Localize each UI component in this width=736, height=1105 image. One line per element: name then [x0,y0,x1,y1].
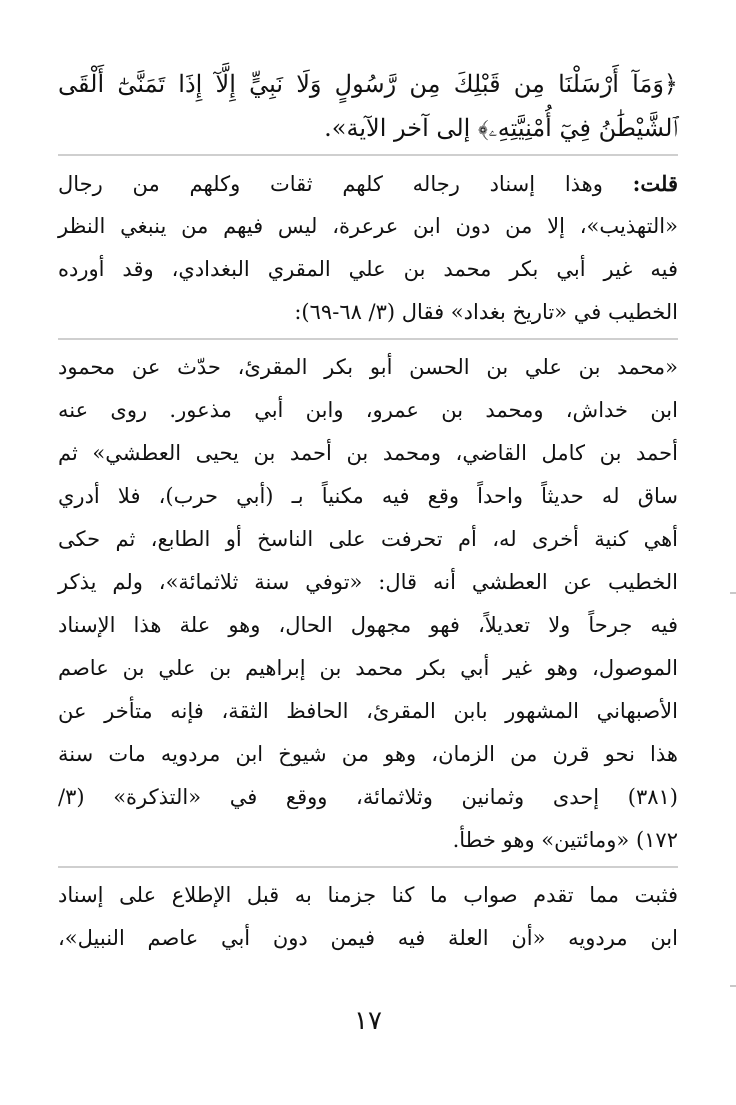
quran-verse-paragraph [58,62,678,156]
conclusion-paragraph [58,874,678,964]
khatib-quote-paragraph [58,346,678,868]
text-line: الموصول، وهو غير أبي بكر محمد بن إبراهيم بن علي بن عاصم [58,656,678,680]
scan-edge-mark [730,592,736,594]
text-line: الخطيب في «تاريخ بغداد» فقال (٣/ ٦٨-٦٩): [294,300,678,324]
text-line: «التهذيب»، إلا من دون ابن عرعرة، ليس فيهم من ينبغي النظر [58,214,678,238]
text-line: أحمد بن كامل القاضي، ومحمد بن أحمد بن يحيى العطشي» ثم [58,441,678,465]
scan-edge-mark [730,985,736,987]
text-line: ٱلشَّيْطَٰنُ فِيٓ أُمْنِيَّتِهِۦ﴾ إلى آخر الآية». [324,114,678,142]
page-number: ١٧ [354,1006,382,1036]
text-line: فيه غير أبي بكر محمد بن علي المقري البغدادي، وقد أورده [58,257,678,281]
qultu-label: قلت: [632,171,678,196]
text-line: فثبت مما تقدم صواب ما كنا جزمنا به قبل الإطلاع على إسناد [58,883,678,907]
text-line: (٣٨١) إحدى وثمانين وثلاثمائة، ووقع في «التذكرة» (٣/ [58,785,678,809]
commentary-paragraph [58,162,678,340]
text-line: فيه جرحاً ولا تعديلاً، فهو مجهول الحال، وهو علة هذا الإسناد [58,613,678,637]
text-line: «محمد بن علي بن الحسن أبو بكر المقرئ، حدّث عن محمود [58,355,678,379]
text-line: أهي كنية أخرى له، أم تحرفت على الناسخ أو الطابع، ثم حكى [58,527,678,551]
text-line: ﴿وَمَآ أَرْسَلْنَا مِن قَبْلِكَ مِن رَّسُولٍ وَلَا نَبِيٍّ إِلَّآ إِذَا تَمَنَّىٰٓ أَلْقَى [58,70,678,98]
text-line: الخطيب عن العطشي أنه قال: «توفي سنة ثلاثمائة»، ولم يذكر [58,570,678,594]
text-line [58,162,678,205]
text-line: ابن خداش، ومحمد بن عمرو، وابن أبي مذعور. روى عنه [58,398,678,422]
text-line-content: وهذا إسناد رجاله كلهم ثقات وكلهم من رجال [58,172,633,196]
text-line: ١٧٢) «ومائتين» وهو خطأ. [452,828,678,852]
text-line: ساق له حديثاً واحداً وقع فيه مكنياً بـ (أبي حرب)، فلا أدري [58,484,678,508]
text-line: هذا نحو قرن من الزمان، وهو من شيوخ ابن مردويه مات سنة [58,742,678,766]
text-line: الأصبهاني المشهور بابن المقرئ، الحافظ الثقة، فإنه متأخر عن [58,699,678,723]
text-line: ابن مردويه «أن العلة فيه فيمن دون أبي عاصم النبيل»، [58,926,678,950]
page-body [58,62,678,970]
